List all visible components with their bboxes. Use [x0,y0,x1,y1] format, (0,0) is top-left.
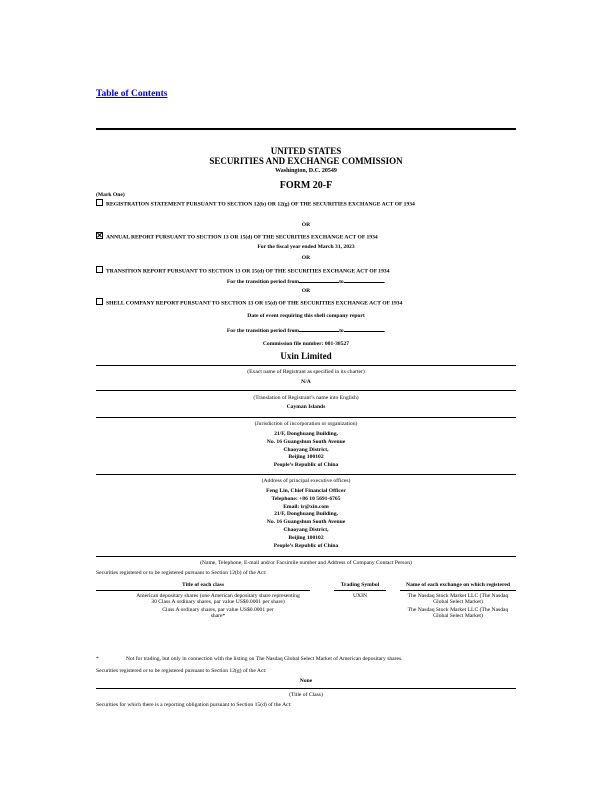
shell-label: SHELL COMPANY REPORT PURSUANT TO SECTION 13 OR 15(d) OF THE SECURITIES EXCHANGE ACT OF 1934 [106,300,403,307]
cell-symbol [334,605,386,619]
section-12g-text: Securities registered or to be registered pursuant to Section 12(g) of the Act: [96,668,267,674]
contact-block [96,488,516,550]
securities-table [96,582,516,619]
contact-line: Telephone: +86 10 5691-6765 [271,495,341,502]
section-12g-value: None [299,678,313,684]
shell-period-to: to [339,328,344,334]
fiscal-year-line: For the fiscal year ended March 31, 2023 [257,244,355,250]
section-15d-text: Securities for which there is a reporting obligation pursuant to Section 15(d) of the Act: [96,702,292,708]
contact-line: No. 16 Guangshun South Avenue [266,519,346,526]
address-line: 21/F, Donghuang Building, [274,431,338,437]
divider [96,474,516,475]
or-separator: OR [301,222,311,228]
contact-line: Beijing 100102 [288,534,324,541]
transition-period-prefix: For the transition period from [226,279,300,285]
divider [96,365,516,366]
address-caption: (Address of principal executive offices) [261,478,351,484]
form-title: FORM 20-F [279,180,333,191]
shell-option[interactable] [96,298,402,307]
shell-period-prefix: For the transition period from [226,328,300,334]
title-of-class-caption: (Title of Class) [289,692,323,698]
footnote-mark: * [96,656,99,662]
registration-option[interactable] [96,199,415,208]
annual-checkbox-checked[interactable] [96,232,103,239]
footnote-text: Not for trading, but only in connection with the listing on The Nasdaq Global Select Market of American depositary shares. [126,656,403,662]
mark-one-label: (Mark One) [96,192,125,198]
registrant-name-caption: (Exact name of Registrant as specified in its charter) [247,369,365,375]
registration-checkbox[interactable] [96,199,103,206]
address-line: Chaoyang District, [283,446,329,453]
annual-label: ANNUAL REPORT PURSUANT TO SECTION 13 OR 15(d) OF THE SECURITIES EXCHANGE ACT OF 1934 [106,234,378,241]
address-line: People’s Republic of China [273,462,339,469]
shell-event-line: Date of event requiring this shell company report [247,313,365,319]
shell-period-line: For the transition period from to . [226,328,386,334]
contact-line: People’s Republic of China [273,542,339,549]
table-row [96,591,516,606]
contact-caption: (Name, Telephone, E-mail and/or Facsimile number and Address of Company Contact Person) [200,560,412,566]
divider [96,556,516,557]
table-header-row [96,582,516,591]
table-row [96,605,516,619]
contact-line: Feng Lin, Chief Financial Officer [266,488,346,494]
shell-checkbox[interactable] [96,298,103,305]
translation-value: N/A [301,379,311,385]
transition-checkbox[interactable] [96,266,103,273]
contact-line: Chaoyang District, [283,526,329,533]
cell-title: Class A ordinary shares, par value US$0.0001 per share* [162,607,274,619]
column-header-exchange: Name of each exchange on which registered [400,582,516,591]
or-separator: OR [301,288,311,294]
column-header-title: Title of each class [96,582,310,591]
column-header-symbol: Trading Symbol [334,582,386,591]
transition-label: TRANSITION REPORT PURSUANT TO SECTION 13 OR 15(d) OF THE SECURITIES EXCHANGE ACT OF 1934 [106,268,390,275]
jurisdiction-value: Cayman Islands [286,404,326,410]
divider [96,390,516,391]
address-line: Beijing 100102 [288,454,324,461]
top-divider [96,128,516,130]
or-separator: OR [301,255,311,261]
commission-file-number: Commission file number: 001-38527 [262,341,350,347]
annual-option[interactable] [96,232,378,241]
cell-title: American depositary shares (one American depositary share representing 30 Class A ordinary shares, par value US$0.0001 per share) [136,593,300,605]
commission-heading: SECURITIES AND EXCHANGE COMMISSION [209,156,403,166]
divider [96,688,516,689]
contact-line[interactable]: Email: ir@xin.com [283,503,329,510]
contact-line: 21/F, Donghuang Building, [274,511,338,518]
divider [96,417,516,418]
registration-label: REGISTRATION STATEMENT PURSUANT TO SECTION 12(b) OR 12(g) OF THE SECURITIES EXCHANGE ACT OF 1934 [106,201,415,208]
cell-symbol: UXIN [353,593,367,599]
location-line: Washington, D.C. 20549 [275,168,337,174]
address-block [96,431,516,470]
translation-caption: (Translation of Registrant’s name into English) [253,395,359,401]
cell-exchange: The Nasdaq Stock Market LLC (The Nasdaq Global Select Market) [407,593,509,605]
table-of-contents-link[interactable]: Table of Contents [96,89,168,99]
registrant-name: Uxin Limited [280,351,332,361]
cell-exchange: The Nasdaq Stock Market LLC (The Nasdaq Global Select Market) [407,607,509,619]
jurisdiction-caption: (Jurisdiction of incorporation or organization) [254,421,358,427]
transition-option[interactable] [96,266,390,275]
transition-period-to: to [339,279,344,285]
country-heading: UNITED STATES [270,146,342,156]
section-12b-text: Securities registered or to be registered pursuant to Section 12(b) of the Act: [96,570,267,576]
address-line: No. 16 Guangshun South Avenue [266,438,346,445]
transition-period-line: For the transition period from to . [226,279,386,285]
